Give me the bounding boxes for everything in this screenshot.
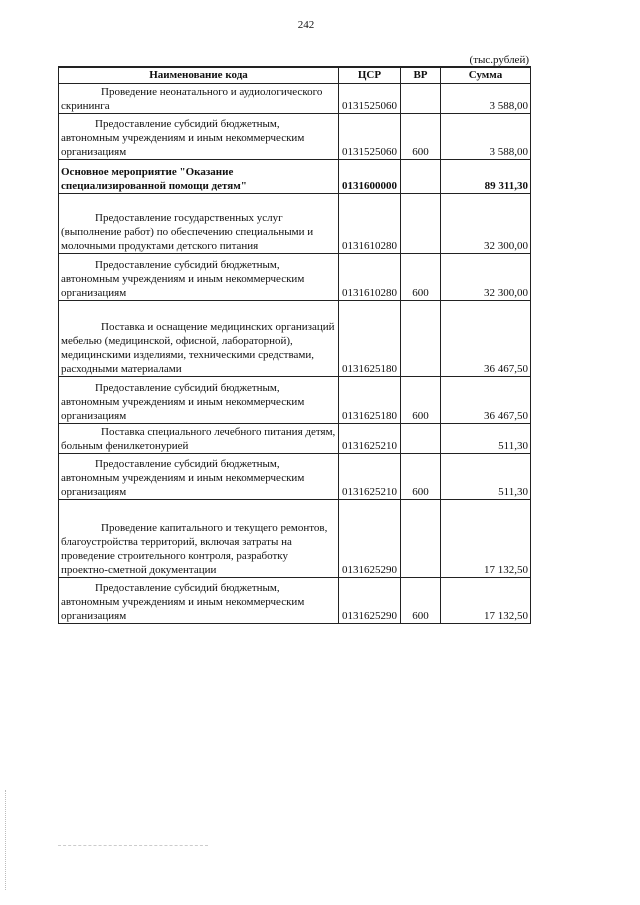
row-csr: 0131610280 [339,193,401,253]
row-csr: 0131625210 [339,453,401,499]
row-sum: 36 467,50 [441,300,531,376]
budget-table [58,66,531,624]
row-vr [401,159,441,193]
row-sum: 511,30 [441,453,531,499]
table-row [59,376,531,423]
row-sum: 3 588,00 [441,83,531,113]
table-row [59,83,531,113]
row-csr: 0131525060 [339,113,401,159]
table-row [59,253,531,300]
row-name: Предоставление субсидий бюджетным, автономным учреждениям и иным некоммерческим организациям [59,453,339,499]
row-csr: 0131600000 [339,159,401,193]
table-row [59,499,531,577]
table-row [59,453,531,499]
row-csr: 0131625290 [339,499,401,577]
row-name: Основное мероприятие "Оказание специализированной помощи детям" [59,159,339,193]
row-name: Предоставление государственных услуг (выполнение работ) по обеспечению специальными и молочными продуктами детского питания [59,193,339,253]
row-vr: 600 [401,577,441,623]
row-sum: 3 588,00 [441,113,531,159]
row-vr [401,499,441,577]
row-vr: 600 [401,376,441,423]
header-csr: ЦСР [339,67,401,83]
row-name: Проведение неонатального и аудиологического скрининга [59,83,339,113]
row-name: Поставка и оснащение медицинских организаций мебелью (медицинской, офисной, лабораторной), медицинскими изделиями, техническими средствами, расходными материалами [59,300,339,376]
table-row [59,423,531,453]
row-sum: 32 300,00 [441,193,531,253]
table-row [59,113,531,159]
row-csr: 0131625210 [339,423,401,453]
row-vr: 600 [401,113,441,159]
row-vr: 600 [401,453,441,499]
row-csr: 0131610280 [339,253,401,300]
row-sum: 89 311,30 [441,159,531,193]
scan-margin-specks [5,790,8,890]
row-sum: 32 300,00 [441,253,531,300]
row-name: Предоставление субсидий бюджетным, автономным учреждениям и иным некоммерческим организациям [59,376,339,423]
row-name: Предоставление субсидий бюджетным, автономным учреждениям и иным некоммерческим организациям [59,253,339,300]
row-csr: 0131625180 [339,376,401,423]
row-csr: 0131625290 [339,577,401,623]
row-csr: 0131625180 [339,300,401,376]
table-row [59,577,531,623]
row-sum: 36 467,50 [441,376,531,423]
row-vr [401,193,441,253]
table-row [59,300,531,376]
row-csr: 0131525060 [339,83,401,113]
page-number: 242 [297,19,315,31]
row-sum: 511,30 [441,423,531,453]
table-row [59,159,531,193]
row-sum: 17 132,50 [441,577,531,623]
table-row [59,193,531,253]
row-vr [401,300,441,376]
header-vr: ВР [401,67,441,83]
row-sum: 17 132,50 [441,499,531,577]
row-name: Проведение капитального и текущего ремонтов, благоустройства территорий, включая затраты на проведение строительного контроля, разработку проектно-сметной документации [59,499,339,577]
header-row [59,67,531,83]
row-name: Предоставление субсидий бюджетным, автономным учреждениям и иным некоммерческим организациям [59,577,339,623]
row-vr [401,83,441,113]
row-vr: 600 [401,253,441,300]
row-name: Поставка специального лечебного питания детям, больным фенилкетонурией [59,423,339,453]
row-vr [401,423,441,453]
scan-foot-marks [58,845,208,847]
unit-note: (тыс.рублей) [469,54,529,66]
header-name: Наименование кода [59,67,339,83]
header-sum: Сумма [441,67,531,83]
row-name: Предоставление субсидий бюджетным, автономным учреждениям и иным некоммерческим организациям [59,113,339,159]
